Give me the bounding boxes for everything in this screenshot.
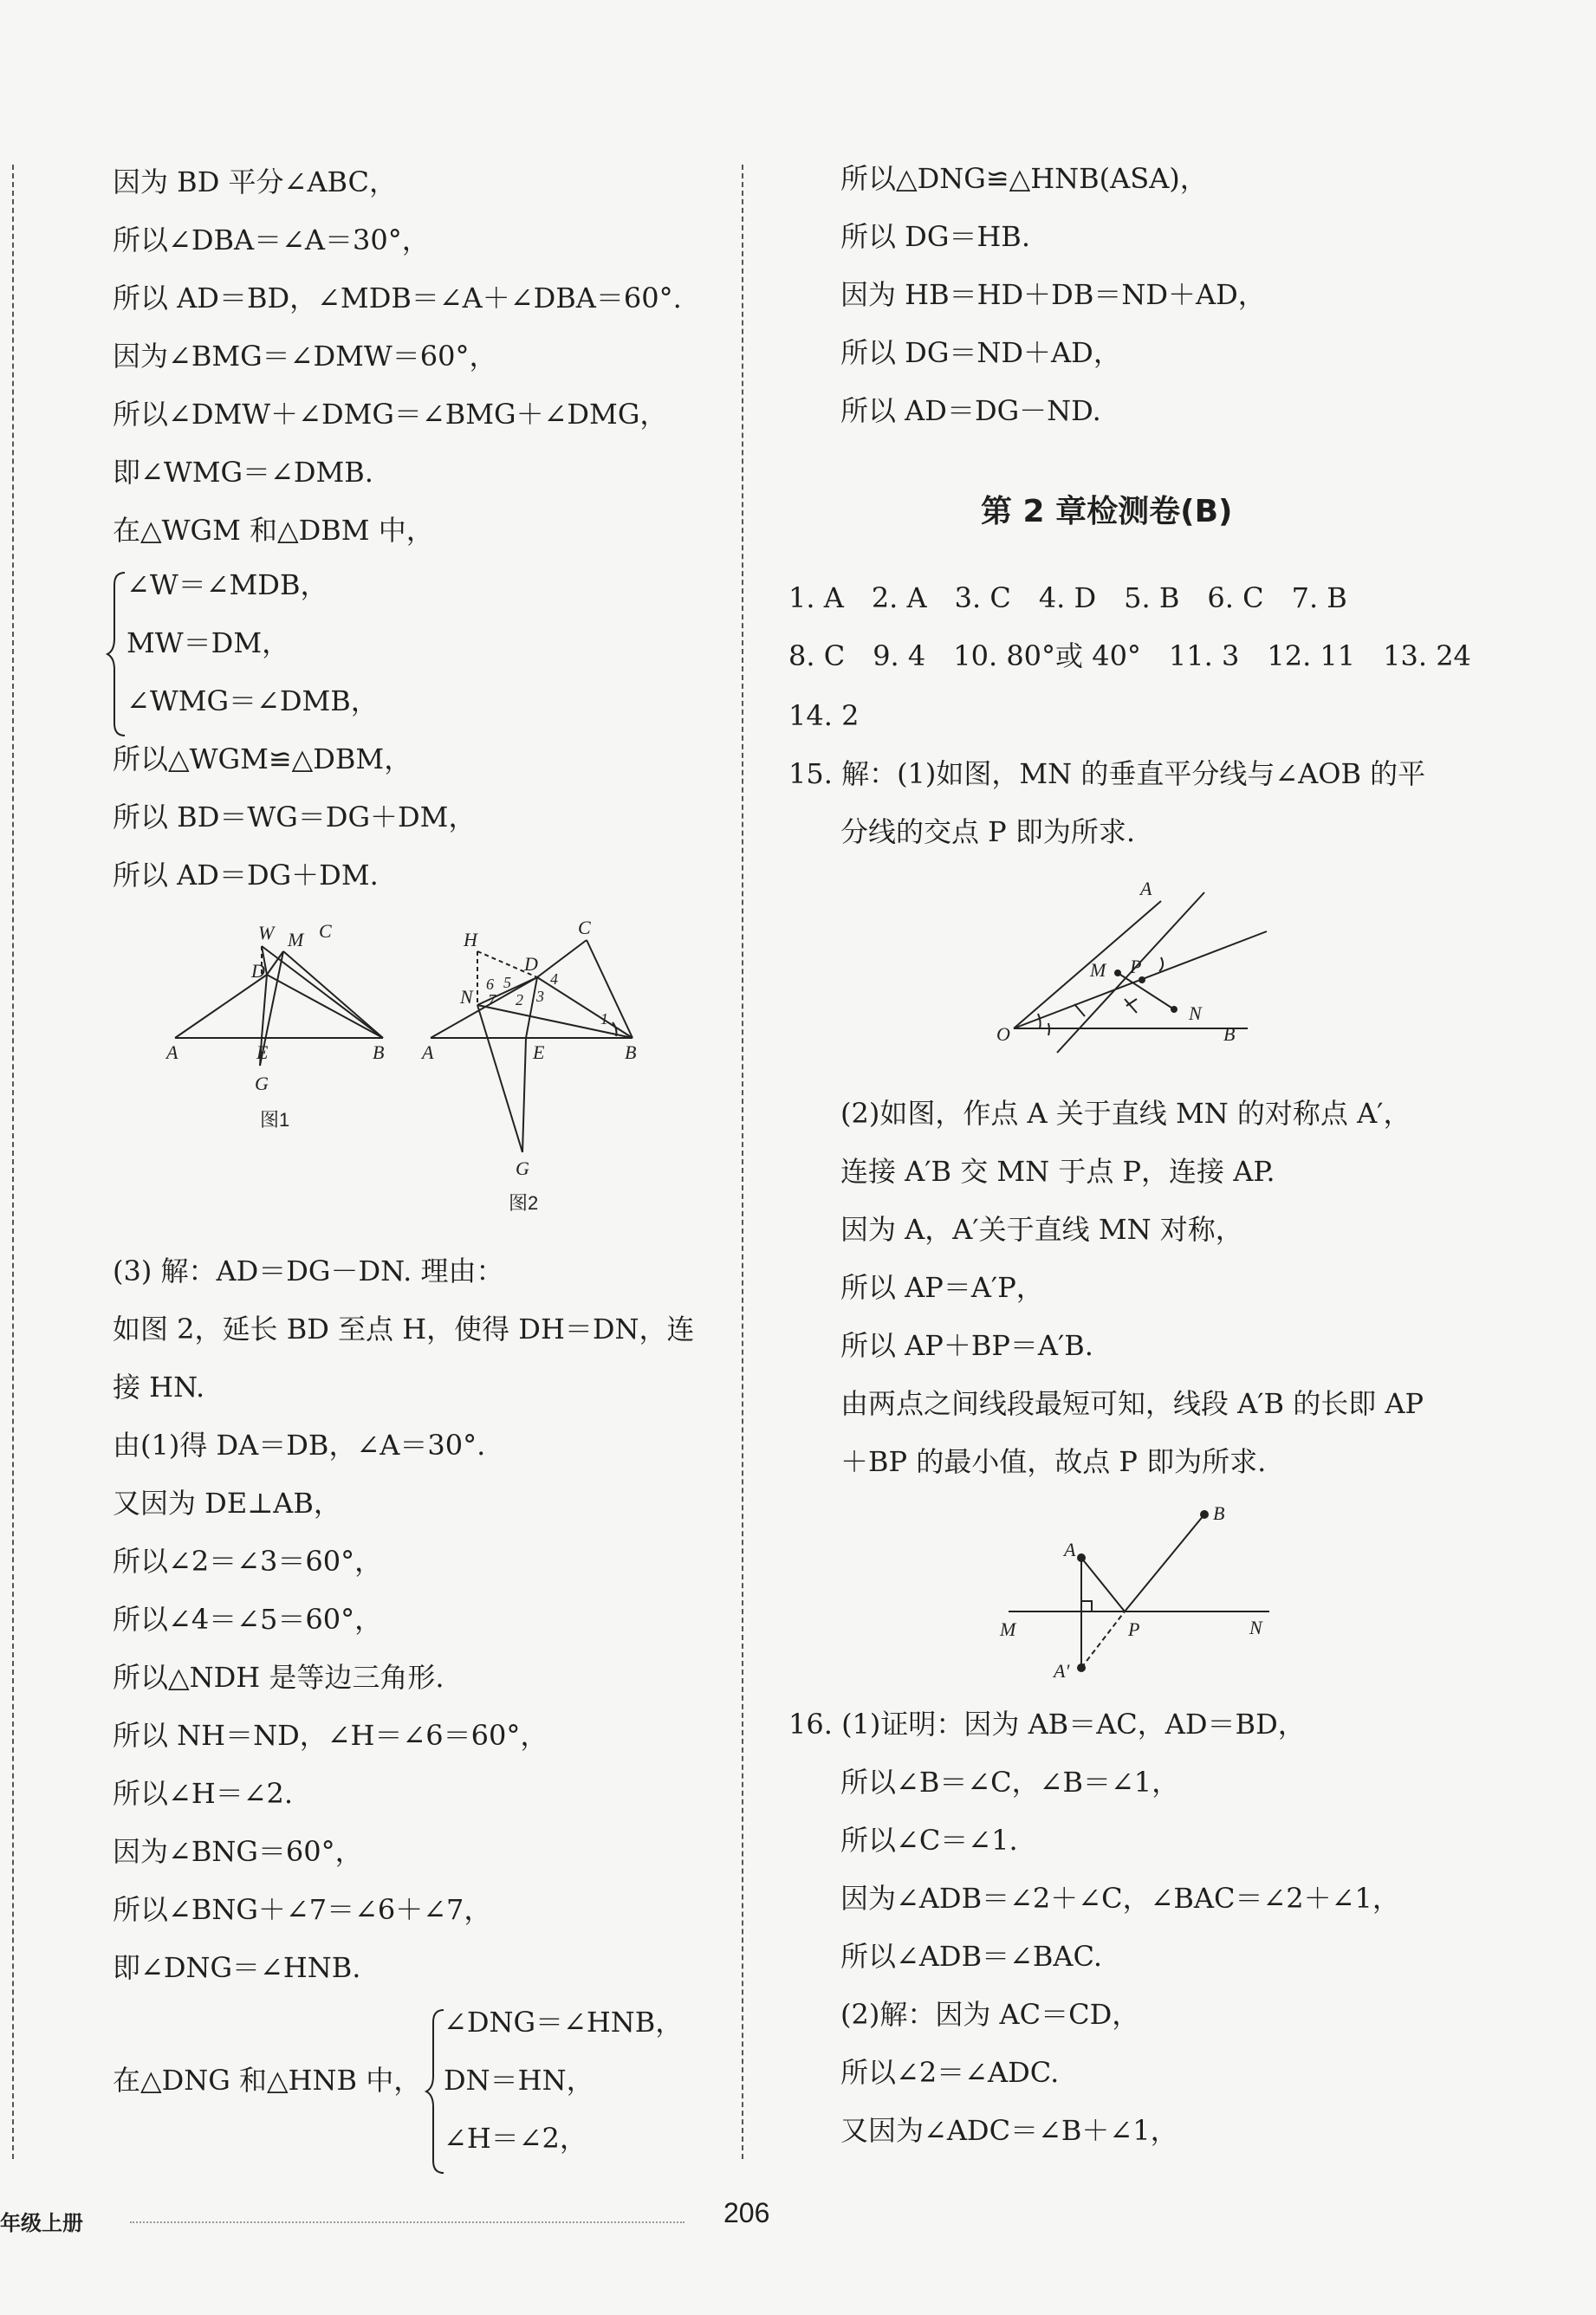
page-number: 206 xyxy=(723,2197,770,2228)
text-line: (3) 解：AD＝DG－DN. 理由： xyxy=(113,1255,504,1287)
figure-4 xyxy=(988,1499,1282,1689)
text-line: 连接 A′B 交 MN 于点 P，连接 AP. xyxy=(840,1155,1275,1188)
fig1-label-w: W xyxy=(258,922,275,944)
text-line: 接 HN. xyxy=(113,1371,205,1404)
fig1-caption: 图1 xyxy=(260,1109,290,1131)
binding-cut-line-middle xyxy=(742,165,743,2159)
figure-2 xyxy=(420,910,663,1213)
fig2-label-g: G xyxy=(516,1158,529,1179)
text-line: 由两点之间线段最短可知，线段 A′B 的长即 AP xyxy=(840,1387,1424,1420)
fig1-label-m: M xyxy=(288,929,304,950)
fig1-label-c: C xyxy=(319,920,332,942)
fig2-label-b: B xyxy=(625,1041,637,1063)
text-line: 所以 BD＝WG＝DG＋DM， xyxy=(113,801,477,833)
text-line: ＋BP 的最小值，故点 P 即为所求. xyxy=(840,1445,1267,1478)
fig1-label-b: B xyxy=(373,1041,385,1063)
text-line: 所以 NH＝ND，∠H＝∠6＝60°， xyxy=(113,1719,548,1752)
fig2-label-e: E xyxy=(533,1041,545,1063)
text-line: (2)如图，作点 A 关于直线 MN 的对称点 A′， xyxy=(840,1097,1411,1130)
fig2-caption: 图2 xyxy=(509,1192,539,1214)
fig3-label-a: A xyxy=(1140,878,1152,899)
fig2-label-1: 1 xyxy=(600,1010,608,1028)
fig3-label-o: O xyxy=(996,1023,1010,1045)
text-line: 因为 HB＝HD＋DB＝ND＋AD， xyxy=(840,278,1266,311)
text-line: 即∠WMG＝∠DMB. xyxy=(113,456,373,489)
text-line: 所以∠ADB＝∠BAC. xyxy=(840,1940,1103,1973)
fig1-label-d: D xyxy=(251,960,265,982)
fig4-label-m: M xyxy=(1000,1618,1016,1640)
fig2-label-6: 6 xyxy=(486,976,494,993)
fig3-label-p: P xyxy=(1130,956,1142,977)
fig2-label-h: H xyxy=(464,929,477,950)
text-line: 所以 AD＝DG＋DM. xyxy=(113,859,379,892)
fig3-label-b: B xyxy=(1223,1023,1236,1045)
text-line: 因为∠BNG＝60°， xyxy=(113,1835,363,1868)
text-line: 所以 AD＝BD，∠MDB＝∠A＋∠DBA＝60°. xyxy=(113,282,682,315)
fig3-label-n: N xyxy=(1189,1002,1202,1024)
section-heading: 第 2 章检测卷(B) xyxy=(981,494,1233,529)
text-line: ∠WMG＝∠DMB， xyxy=(127,684,379,717)
text-line: 14. 2 xyxy=(788,699,860,732)
text-line: 所以∠DBA＝∠A＝30°， xyxy=(113,224,430,256)
text-line: 所以△WGM≌△DBM， xyxy=(113,742,412,775)
fig2-label-5: 5 xyxy=(503,974,511,991)
text-line: 又因为 DE⊥AB， xyxy=(113,1487,341,1520)
text-line: 所以 DG＝ND＋AD， xyxy=(840,336,1121,369)
figure-3 xyxy=(988,871,1282,1070)
footer-dotted-rule xyxy=(130,2221,684,2223)
figure-1 xyxy=(165,910,399,1144)
text-line: 15. 解：(1)如图，MN 的垂直平分线与∠AOB 的平 xyxy=(788,757,1426,790)
fig2-label-d: D xyxy=(524,953,538,975)
text-line: 所以∠4＝∠5＝60°， xyxy=(113,1603,383,1636)
fig1-label-e: E xyxy=(256,1041,269,1063)
text-line: ∠DNG＝∠HNB， xyxy=(444,2006,684,2039)
text-line: 所以△DNG≌△HNB(ASA)， xyxy=(840,162,1208,195)
fig4-label-p: P xyxy=(1128,1618,1140,1640)
text-line: 所以 DG＝HB. xyxy=(840,220,1030,253)
fig4-label-b: B xyxy=(1213,1502,1225,1524)
text-line: 分线的交点 P 即为所求. xyxy=(840,815,1136,848)
fig2-label-a: A xyxy=(422,1041,434,1063)
fig2-label-n: N xyxy=(460,986,473,1008)
text-line: ∠W＝∠MDB， xyxy=(127,568,328,601)
text-line: 如图 2，延长 BD 至点 H，使得 DH＝DN，连 xyxy=(113,1313,695,1346)
text-line: ∠H＝∠2， xyxy=(444,2122,587,2155)
text-line: 所以 AD＝DG－ND. xyxy=(840,394,1101,427)
text-line: 所以 AP＋BP＝A′B. xyxy=(840,1329,1093,1362)
text-line: MW＝DM， xyxy=(127,626,290,659)
text-line: 所以∠BNG＋∠7＝∠6＋∠7， xyxy=(113,1893,492,1926)
fig3-label-m: M xyxy=(1090,959,1106,981)
text-line: 16. (1)证明：因为 AB＝AC，AD＝BD， xyxy=(788,1708,1306,1741)
fig2-label-4: 4 xyxy=(550,970,558,988)
text-line: 所以 AP＝A′P， xyxy=(840,1271,1044,1304)
fig4-label-a: A xyxy=(1064,1539,1076,1560)
fig4-label-a-prime: A′ xyxy=(1054,1660,1070,1682)
text-line: 所以∠H＝∠2. xyxy=(113,1777,294,1810)
text-line: DN＝HN， xyxy=(444,2064,594,2097)
text-line: (2)解：因为 AC＝CD， xyxy=(840,1998,1140,2031)
text-line: 在△DNG 和△HNB 中， xyxy=(113,2064,422,2097)
text-line: 所以∠2＝∠3＝60°， xyxy=(113,1545,383,1578)
text-line: 因为∠BMG＝∠DMW＝60°， xyxy=(113,340,497,373)
grade-volume-label: 年级上册 xyxy=(0,2211,83,2235)
fig2-label-7: 7 xyxy=(488,991,496,1008)
fig1-label-g: G xyxy=(255,1073,269,1094)
text-line: 所以∠B＝∠C，∠B＝∠1， xyxy=(840,1766,1180,1799)
text-line: 所以△NDH 是等边三角形. xyxy=(113,1661,444,1694)
text-line: 在△WGM 和△DBM 中， xyxy=(113,514,434,547)
binding-cut-line-left xyxy=(12,165,14,2159)
text-line: 所以∠2＝∠ADC. xyxy=(840,2056,1060,2089)
fig2-label-c: C xyxy=(578,917,591,938)
text-line: 所以∠C＝∠1. xyxy=(840,1824,1018,1857)
text-line: 因为∠ADB＝∠2＋∠C，∠BAC＝∠2＋∠1， xyxy=(840,1882,1400,1915)
fig1-label-a: A xyxy=(166,1041,178,1063)
text-line: 由(1)得 DA＝DB，∠A＝30°. xyxy=(113,1429,486,1462)
text-line: 即∠DNG＝∠HNB. xyxy=(113,1951,361,1984)
text-line: 因为 A，A′关于直线 MN 对称， xyxy=(840,1213,1243,1246)
text-line: 8. C 9. 4 10. 80°或 40° 11. 3 12. 11 13. 24 xyxy=(788,639,1471,672)
text-line: 1. A 2. A 3. C 4. D 5. B 6. C 7. B xyxy=(788,581,1347,614)
text-line: 所以∠DMW＋∠DMG＝∠BMG＋∠DMG， xyxy=(113,398,668,431)
fig2-label-3: 3 xyxy=(536,988,544,1005)
fig2-label-2: 2 xyxy=(516,991,523,1008)
text-line: 又因为∠ADC＝∠B＋∠1， xyxy=(840,2114,1178,2147)
fig4-label-n: N xyxy=(1249,1617,1262,1638)
text-line: 因为 BD 平分∠ABC， xyxy=(113,165,398,198)
